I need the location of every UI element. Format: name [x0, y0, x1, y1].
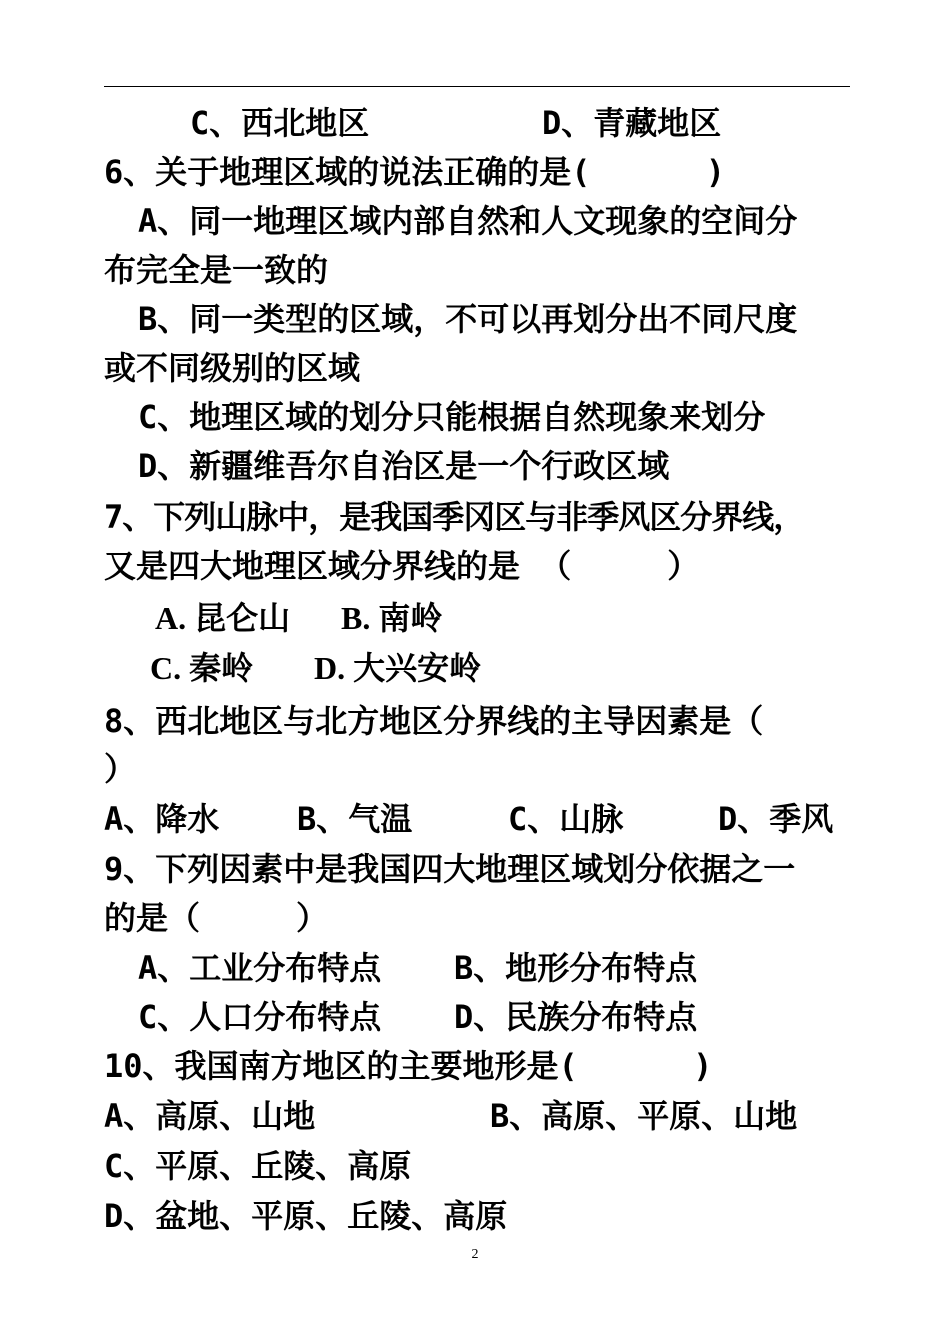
q8-option-b: B、气温: [297, 800, 413, 838]
question-6: 6、关于地理区域的说法正确的是( ): [104, 153, 726, 191]
q9-options-a-b: [138, 948, 698, 988]
q9-option-b: B、地形分布特点: [454, 949, 698, 987]
question-10: 10、我国南方地区的主要地形是( ): [104, 1047, 713, 1085]
question-7-line2: 又是四大地理区域分界线的是 （ ）: [104, 547, 700, 585]
q6-option-d: D、新疆维吾尔自治区是一个行政区域: [138, 447, 670, 485]
q7-option-c: C. 秦岭: [150, 650, 254, 686]
q10-option-d: D、盆地、平原、丘陵、高原: [104, 1197, 508, 1235]
q10-option-a: A、高原、山地: [104, 1097, 316, 1135]
q10-option-c: C、平原、丘陵、高原: [104, 1147, 412, 1185]
q6-option-b-line1: B、同一类型的区域，不可以再划分出不同尺度: [138, 300, 798, 338]
header-rule: [104, 86, 850, 87]
q8-option-a: A、降水: [104, 800, 220, 838]
q9-option-c: C、人口分布特点: [138, 998, 382, 1036]
question-7-line1: 7、下列山脉中，是我国季冈区与非季风区分界线，: [104, 498, 805, 536]
q9-option-a: A、工业分布特点: [138, 949, 382, 987]
q7-option-d: D. 大兴安岭: [314, 650, 482, 686]
q8-option-c: C、山脉: [508, 800, 624, 838]
q8-option-d: D、季风: [718, 800, 834, 838]
q6-option-c: C、地理区域的划分只能根据自然现象来划分: [138, 398, 766, 436]
page-number: 2: [471, 1247, 479, 1262]
q9-option-d: D、民族分布特点: [454, 998, 698, 1036]
question-8-line1: 8、西北地区与北方地区分界线的主导因素是（: [104, 702, 764, 740]
question-9-line2: 的是（ ）: [104, 899, 329, 937]
question-8-line2: ）: [104, 750, 137, 788]
q6-option-a-line2: 布完全是一致的: [104, 251, 329, 289]
q7-options-a-b: [155, 598, 443, 638]
q10-option-b: B、高原、平原、山地: [490, 1097, 798, 1135]
q10-options-a-b: [104, 1096, 798, 1136]
q9-options-c-d: [138, 997, 698, 1037]
q7-options-c-d: [150, 648, 482, 688]
q7-option-a: A. 昆仑山: [155, 600, 291, 636]
q8-options: [104, 799, 834, 839]
option-d: D、青藏地区: [542, 104, 722, 142]
question-9-line1: 9、下列因素中是我国四大地理区域划分依据之一: [104, 850, 796, 888]
options-line-c-d: [190, 103, 722, 143]
q7-option-b: B. 南岭: [341, 600, 443, 636]
q6-option-b-line2: 或不同级别的区域: [104, 349, 361, 387]
q6-option-a-line1: A、同一地理区域内部自然和人文现象的空间分: [138, 202, 798, 240]
option-c: C、西北地区: [190, 104, 370, 142]
